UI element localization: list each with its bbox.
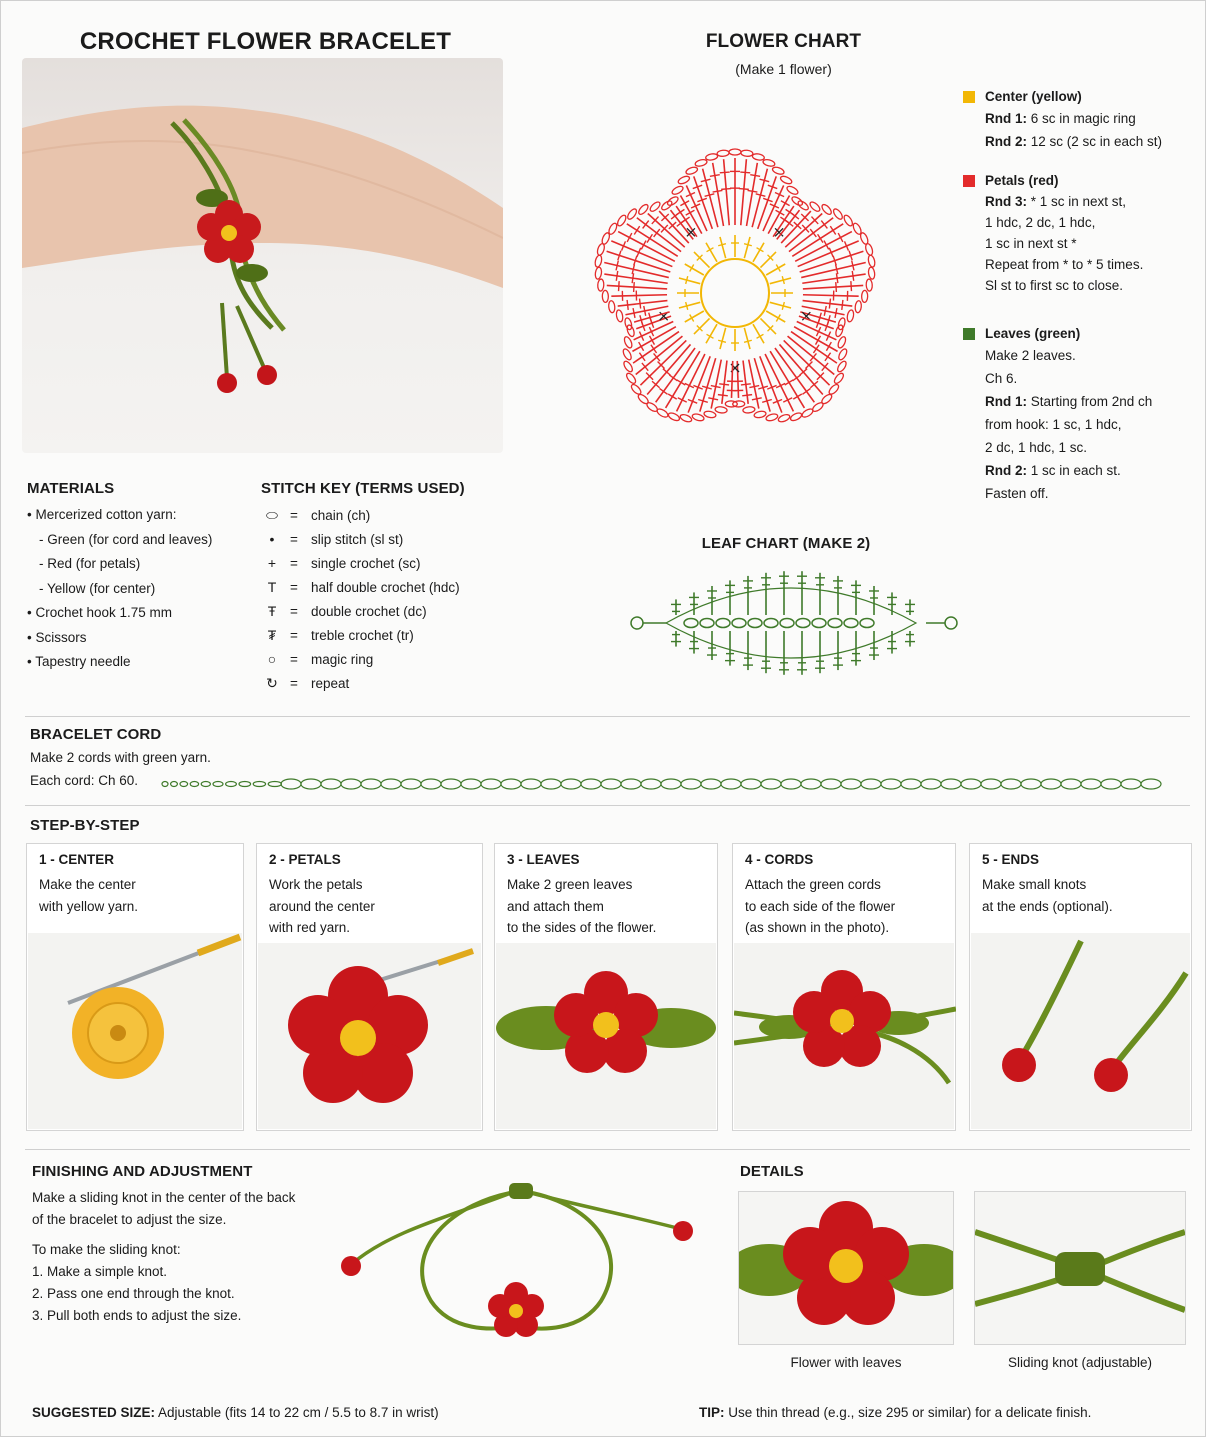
stitch-key-row: • = slip stitch (sl st) xyxy=(261,527,521,551)
list-item: • Tapestry needle xyxy=(27,654,131,669)
stitch-key-row: ₮ = treble crochet (tr) xyxy=(261,623,521,647)
list-item: 1. Make a simple knot. xyxy=(32,1264,168,1279)
stitch-key-row: ↻ = repeat xyxy=(261,671,521,695)
magic-ring-icon: ○ xyxy=(267,651,277,667)
step-title: 1 - CENTER xyxy=(39,852,115,867)
red-swatch-icon xyxy=(963,175,975,187)
list-item: • Scissors xyxy=(27,629,87,645)
leaf-chart-diagram xyxy=(621,563,966,683)
details-title: DETAILS xyxy=(740,1163,804,1180)
step-title: 3 - LEAVES xyxy=(507,852,580,867)
tip: TIP: Use thin thread (e.g., size 295 or similar) for a delicate finish. xyxy=(699,1405,1092,1420)
step-card-leaves xyxy=(494,843,718,1131)
step-photo-leaves xyxy=(496,943,716,1129)
tr-icon: ₮ xyxy=(267,627,277,643)
step-description: Make small knots at the ends (optional). xyxy=(982,877,1113,914)
step-card-ends xyxy=(969,843,1192,1131)
dc-icon: Ŧ xyxy=(267,603,277,619)
green-swatch-icon xyxy=(963,328,975,340)
steps-title: STEP-BY-STEP xyxy=(30,817,140,834)
flower-chart-diagram xyxy=(533,83,938,468)
stitch-key-section xyxy=(261,480,521,695)
finishing-section: FINISHING AND ADJUSTMENT Make a sliding knot in the center of the back of the bracelet to adjust the size. To make the sliding knot: 1. Make a simple knot. 2. Pass one end through the knot. 3. Pull both ends to adjust the size. xyxy=(32,1163,362,1327)
step-description: Make 2 green leaves and attach them to the sides of the flower. xyxy=(507,877,657,935)
legend-leaves: Leaves (green) xyxy=(963,326,1193,341)
cord-chain-count: Each cord: Ch 60. xyxy=(30,773,139,788)
divider xyxy=(25,716,1190,717)
materials-section xyxy=(27,480,257,675)
leaf-chart-title: LEAF CHART (MAKE 2) xyxy=(701,535,871,552)
yellow-swatch-icon xyxy=(963,91,975,103)
list-item: • Crochet hook 1.75 mm xyxy=(27,605,173,620)
step-description: Work the petals around the center with red yarn. xyxy=(269,877,375,935)
stitch-key-row: Ŧ = double crochet (dc) xyxy=(261,599,521,623)
single-crochet-icon: + xyxy=(267,555,277,571)
legend-petals: Petals (red) xyxy=(963,173,1193,188)
detail-photo-flower xyxy=(738,1191,954,1345)
finished-bracelet-image xyxy=(331,1171,701,1371)
stitch-key-row: ⬭ = chain (ch) xyxy=(261,503,521,527)
chart-legend: Center (yellow) Rnd 1: 6 sc in magic ring Rnd 2: 12 sc (2 sc in each st) Petals (red) Rnd 3: * 1 sc in next st, 1 hdc, 2 dc, 1 hdc, 1 sc in next st * Repeat from * to * 5 times. Sl st to first sc to close. Leaves (green) Make 2 leaves. Ch 6. Rnd 1: Starting from 2nd ch from hook: 1 sc, 1 hdc, 2 dc, 1 hdc, 1 sc. Rnd 2: 1 sc in each st. Fasten off. xyxy=(963,89,1193,505)
step-title: 5 - ENDS xyxy=(982,852,1040,867)
cord-title: BRACELET CORD xyxy=(30,726,162,743)
step-photo-center xyxy=(28,933,242,1129)
stitch-key-list xyxy=(261,503,521,695)
step-title: 4 - CORDS xyxy=(745,852,814,867)
step-card-petals xyxy=(256,843,483,1131)
step-title: 2 - PETALS xyxy=(269,852,341,867)
stitch-key-row: T = half double crochet (hdc) xyxy=(261,575,521,599)
step-photo-petals xyxy=(258,943,481,1129)
detail-caption-knot: Sliding knot (adjustable) xyxy=(1007,1355,1153,1370)
materials-title: MATERIALS xyxy=(27,480,115,497)
stitch-key-row: ○ = magic ring xyxy=(261,647,521,671)
step-description: Attach the green cords to each side of the flower (as shown in the photo). xyxy=(745,877,896,935)
materials-list xyxy=(27,503,257,675)
step-photo-cords xyxy=(734,943,954,1129)
finishing-title: FINISHING AND ADJUSTMENT xyxy=(32,1163,253,1180)
detail-caption-flower: Flower with leaves xyxy=(790,1355,902,1370)
repeat-icon: ↻ xyxy=(266,674,278,691)
list-item: • Mercerized cotton yarn: xyxy=(27,507,177,522)
list-item: 3. Pull both ends to adjust the size. xyxy=(32,1308,242,1323)
list-item: 2. Pass one end through the knot. xyxy=(32,1286,235,1301)
divider xyxy=(25,805,1190,806)
stitch-key-row: + = single crochet (sc) xyxy=(261,551,521,575)
flower-chart-header xyxy=(661,31,906,77)
title-line-1: CROCHET FLOWER BRACELET xyxy=(79,28,452,55)
chain-icon: ⬭ xyxy=(266,506,278,523)
flower-chart-title: FLOWER CHART xyxy=(705,31,862,52)
list-item: - Green (for cord and leaves) xyxy=(39,531,213,547)
step-card-center xyxy=(26,843,244,1131)
hdc-icon: T xyxy=(267,579,277,595)
suggested-size: SUGGESTED SIZE: Adjustable (fits 14 to 22 cm / 5.5 to 8.7 in wrist) xyxy=(32,1405,439,1420)
stitch-key-title: STITCH KEY (TERMS USED) xyxy=(261,480,465,497)
bracelet-on-wrist-photo xyxy=(22,58,503,453)
list-item: - Red (for petals) xyxy=(39,556,141,571)
list-item: - Yellow (for center) xyxy=(39,580,156,596)
detail-photo-knot xyxy=(974,1191,1186,1345)
flower-chart-subtitle: (Make 1 flower) xyxy=(735,61,832,77)
divider xyxy=(25,1149,1190,1150)
legend-center: Center (yellow) xyxy=(963,89,1193,104)
step-description: Make the center with yellow yarn. xyxy=(39,877,139,914)
slip-stitch-icon: • xyxy=(269,531,275,547)
step-photo-ends xyxy=(971,933,1190,1129)
chain-diagram xyxy=(159,774,1179,794)
step-card-cords xyxy=(732,843,956,1131)
cord-instruction: Make 2 cords with green yarn. xyxy=(30,750,211,765)
